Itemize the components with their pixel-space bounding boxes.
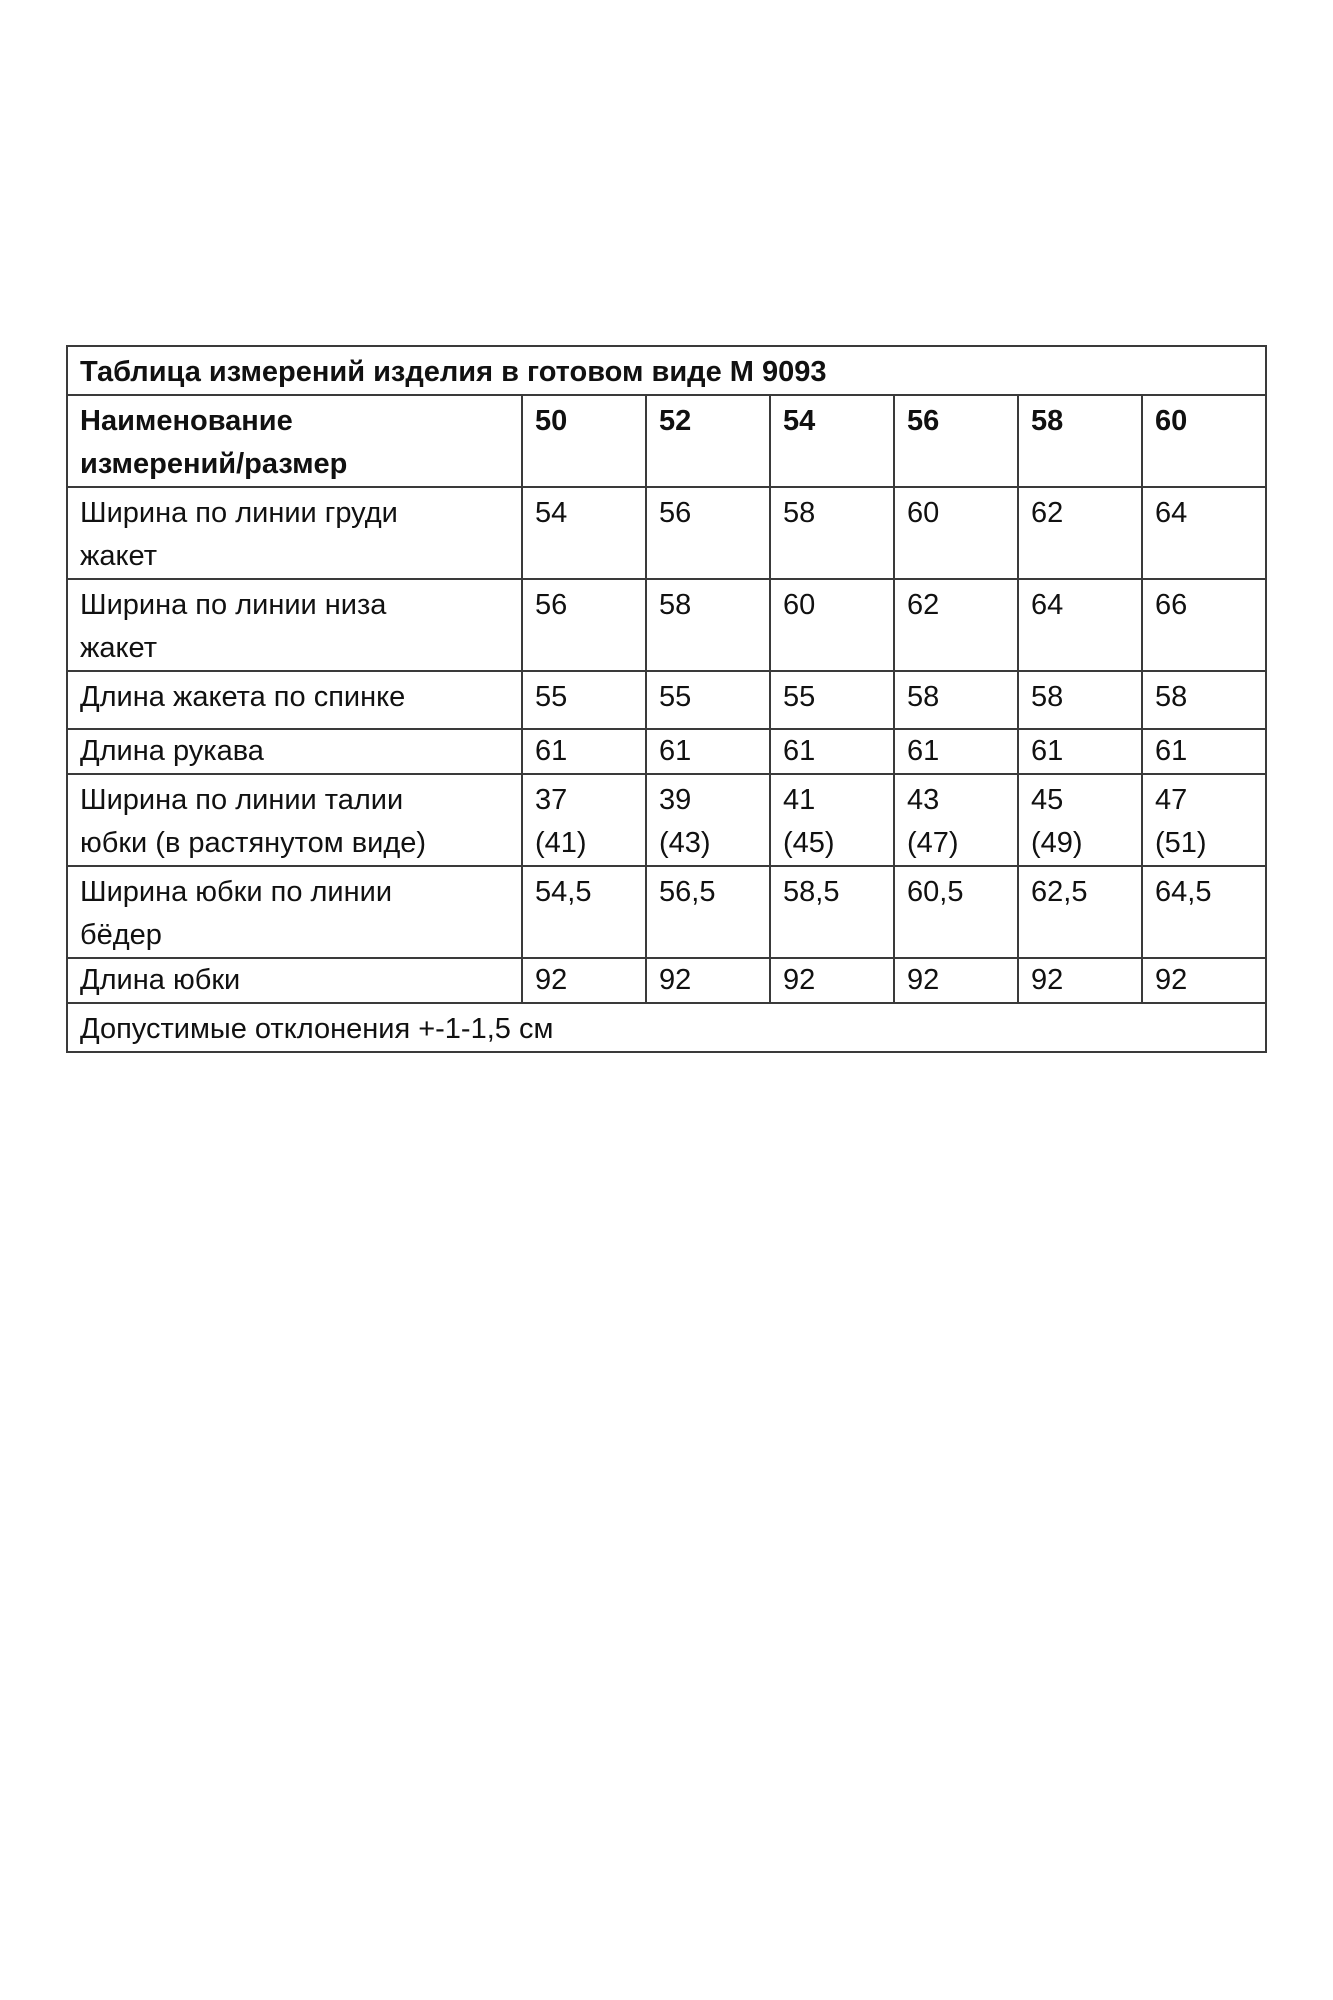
measurement-value: 61 xyxy=(1155,735,1188,767)
measurement-value-cell xyxy=(522,579,646,671)
measurement-value-cell xyxy=(770,487,894,579)
measurement-value-cell xyxy=(770,866,894,958)
measurement-value-stretched: (51) xyxy=(1155,827,1207,859)
header-size-52: 52 xyxy=(646,395,770,487)
measurement-value-cell xyxy=(646,579,770,671)
measurement-value-cell xyxy=(894,958,1018,1003)
measurement-value: 58 xyxy=(659,589,692,621)
measurement-name-line-1: Длина юбки xyxy=(80,964,241,996)
measurement-value: 62 xyxy=(1031,497,1064,529)
measurement-value-cell xyxy=(522,729,646,774)
measurement-value-cell xyxy=(522,671,646,729)
tolerance-note: Допустимые отклонения +-1-1,5 см xyxy=(67,1003,1266,1052)
measurement-value: 64 xyxy=(1031,589,1064,621)
measurement-name-cell xyxy=(67,958,522,1003)
measurement-name-line-2: жакет xyxy=(80,632,157,664)
measurement-value-cell xyxy=(894,866,1018,958)
measurement-value-cell xyxy=(1142,487,1266,579)
measurement-value-cell xyxy=(1142,774,1266,866)
measurement-value: 47 xyxy=(1155,784,1188,816)
measurement-value-stretched: (43) xyxy=(659,827,711,859)
measurement-value-cell xyxy=(646,671,770,729)
measurement-value-cell xyxy=(646,729,770,774)
measurement-value-cell xyxy=(770,579,894,671)
header-size-50: 50 xyxy=(522,395,646,487)
table-row xyxy=(67,774,1266,866)
measurement-value: 58 xyxy=(1155,681,1188,713)
measurement-value: 58 xyxy=(907,681,940,713)
measurement-value-cell xyxy=(894,729,1018,774)
measurement-value-cell xyxy=(646,487,770,579)
measurement-value-cell xyxy=(1142,729,1266,774)
measurement-value: 92 xyxy=(535,964,568,996)
measurement-value: 61 xyxy=(783,735,816,767)
measurement-value: 60 xyxy=(783,589,816,621)
header-measurement-name xyxy=(67,395,522,487)
measurement-value-cell xyxy=(646,774,770,866)
measurement-value-cell xyxy=(1142,958,1266,1003)
measurement-value-cell xyxy=(1018,671,1142,729)
table-row xyxy=(67,579,1266,671)
measurement-value: 58 xyxy=(783,497,816,529)
measurement-value: 55 xyxy=(535,681,568,713)
table-title: Таблица измерений изделия в готовом виде М 9093 xyxy=(67,346,1266,395)
measurement-value-cell xyxy=(1018,958,1142,1003)
measurement-value: 54,5 xyxy=(535,876,592,908)
measurement-name-line-1: Длина жакета по спинке xyxy=(80,681,406,713)
measurement-value: 41 xyxy=(783,784,816,816)
measurement-value-stretched: (47) xyxy=(907,827,959,859)
measurement-name-line-1: Ширина по линии низа xyxy=(80,589,387,621)
header-size-56: 56 xyxy=(894,395,1018,487)
measurement-value: 58 xyxy=(1031,681,1064,713)
measurement-value: 43 xyxy=(907,784,940,816)
measurement-value-stretched: (41) xyxy=(535,827,587,859)
header-size-54: 54 xyxy=(770,395,894,487)
measurement-value: 61 xyxy=(1031,735,1064,767)
measurement-value-cell xyxy=(770,958,894,1003)
measurement-value-cell xyxy=(1142,671,1266,729)
table-row xyxy=(67,729,1266,774)
measurement-value: 92 xyxy=(1031,964,1064,996)
header-size-58: 58 xyxy=(1018,395,1142,487)
measurement-value-cell xyxy=(770,774,894,866)
measurement-value: 66 xyxy=(1155,589,1188,621)
measurement-value: 37 xyxy=(535,784,568,816)
header-name-line-1: Наименование xyxy=(80,405,293,437)
footer-row xyxy=(67,1003,1266,1052)
measurement-value: 55 xyxy=(783,681,816,713)
measurement-value-stretched: (49) xyxy=(1031,827,1083,859)
measurement-value-cell xyxy=(522,774,646,866)
measurement-value: 92 xyxy=(1155,964,1188,996)
header-row xyxy=(67,395,1266,487)
measurement-value-cell xyxy=(646,958,770,1003)
measurement-name-line-2: юбки (в растянутом виде) xyxy=(80,827,427,859)
measurement-value-cell xyxy=(894,487,1018,579)
measurement-name-cell xyxy=(67,487,522,579)
measurement-value: 64 xyxy=(1155,497,1188,529)
measurement-value: 58,5 xyxy=(783,876,840,908)
measurement-value-cell xyxy=(646,866,770,958)
measurement-value: 56,5 xyxy=(659,876,716,908)
measurement-value: 64,5 xyxy=(1155,876,1212,908)
table-row xyxy=(67,487,1266,579)
measurement-value-cell xyxy=(894,671,1018,729)
measurement-value-cell xyxy=(1018,579,1142,671)
measurement-value-cell xyxy=(894,774,1018,866)
table-row xyxy=(67,866,1266,958)
measurement-value-cell xyxy=(1018,487,1142,579)
measurement-value: 56 xyxy=(535,589,568,621)
measurement-value-cell xyxy=(1018,866,1142,958)
measurement-name-line-2: бёдер xyxy=(80,919,162,951)
measurement-value-stretched: (45) xyxy=(783,827,835,859)
measurement-value: 39 xyxy=(659,784,692,816)
measurement-value: 92 xyxy=(659,964,692,996)
measurement-value-cell xyxy=(894,579,1018,671)
measurement-value: 56 xyxy=(659,497,692,529)
table-row xyxy=(67,671,1266,729)
measurement-name-cell xyxy=(67,579,522,671)
measurement-value-cell xyxy=(522,487,646,579)
table-title-row xyxy=(67,346,1266,395)
measurement-value: 92 xyxy=(783,964,816,996)
measurement-value: 60 xyxy=(907,497,940,529)
measurement-value: 45 xyxy=(1031,784,1064,816)
measurement-value-cell xyxy=(1018,729,1142,774)
measurement-value-cell xyxy=(522,958,646,1003)
measurement-value: 92 xyxy=(907,964,940,996)
measurement-name-line-1: Ширина юбки по линии xyxy=(80,876,393,908)
header-size-60: 60 xyxy=(1142,395,1266,487)
measurement-name-line-2: жакет xyxy=(80,540,157,572)
measurement-value: 61 xyxy=(659,735,692,767)
measurement-value-cell xyxy=(770,671,894,729)
measurement-value: 60,5 xyxy=(907,876,964,908)
measurement-value-cell xyxy=(770,729,894,774)
measurement-name-line-1: Ширина по линии груди xyxy=(80,497,398,529)
measurement-value-cell xyxy=(522,866,646,958)
measurement-value-cell xyxy=(1018,774,1142,866)
measurement-name-cell xyxy=(67,671,522,729)
measurement-name-cell xyxy=(67,729,522,774)
measurement-value: 62 xyxy=(907,589,940,621)
measurement-value-cell xyxy=(1142,579,1266,671)
measurement-table xyxy=(66,345,1267,1053)
table-row xyxy=(67,958,1266,1003)
measurement-name-cell xyxy=(67,866,522,958)
measurement-sheet xyxy=(66,345,1264,1053)
measurement-value: 54 xyxy=(535,497,568,529)
measurement-name-cell xyxy=(67,774,522,866)
measurement-value: 62,5 xyxy=(1031,876,1088,908)
measurement-value-cell xyxy=(1142,866,1266,958)
measurement-value: 61 xyxy=(535,735,568,767)
measurement-name-line-1: Ширина по линии талии xyxy=(80,784,404,816)
header-name-line-2: измерений/размер xyxy=(80,448,348,480)
measurement-value: 61 xyxy=(907,735,940,767)
measurement-value: 55 xyxy=(659,681,692,713)
measurement-name-line-1: Длина рукава xyxy=(80,735,264,767)
